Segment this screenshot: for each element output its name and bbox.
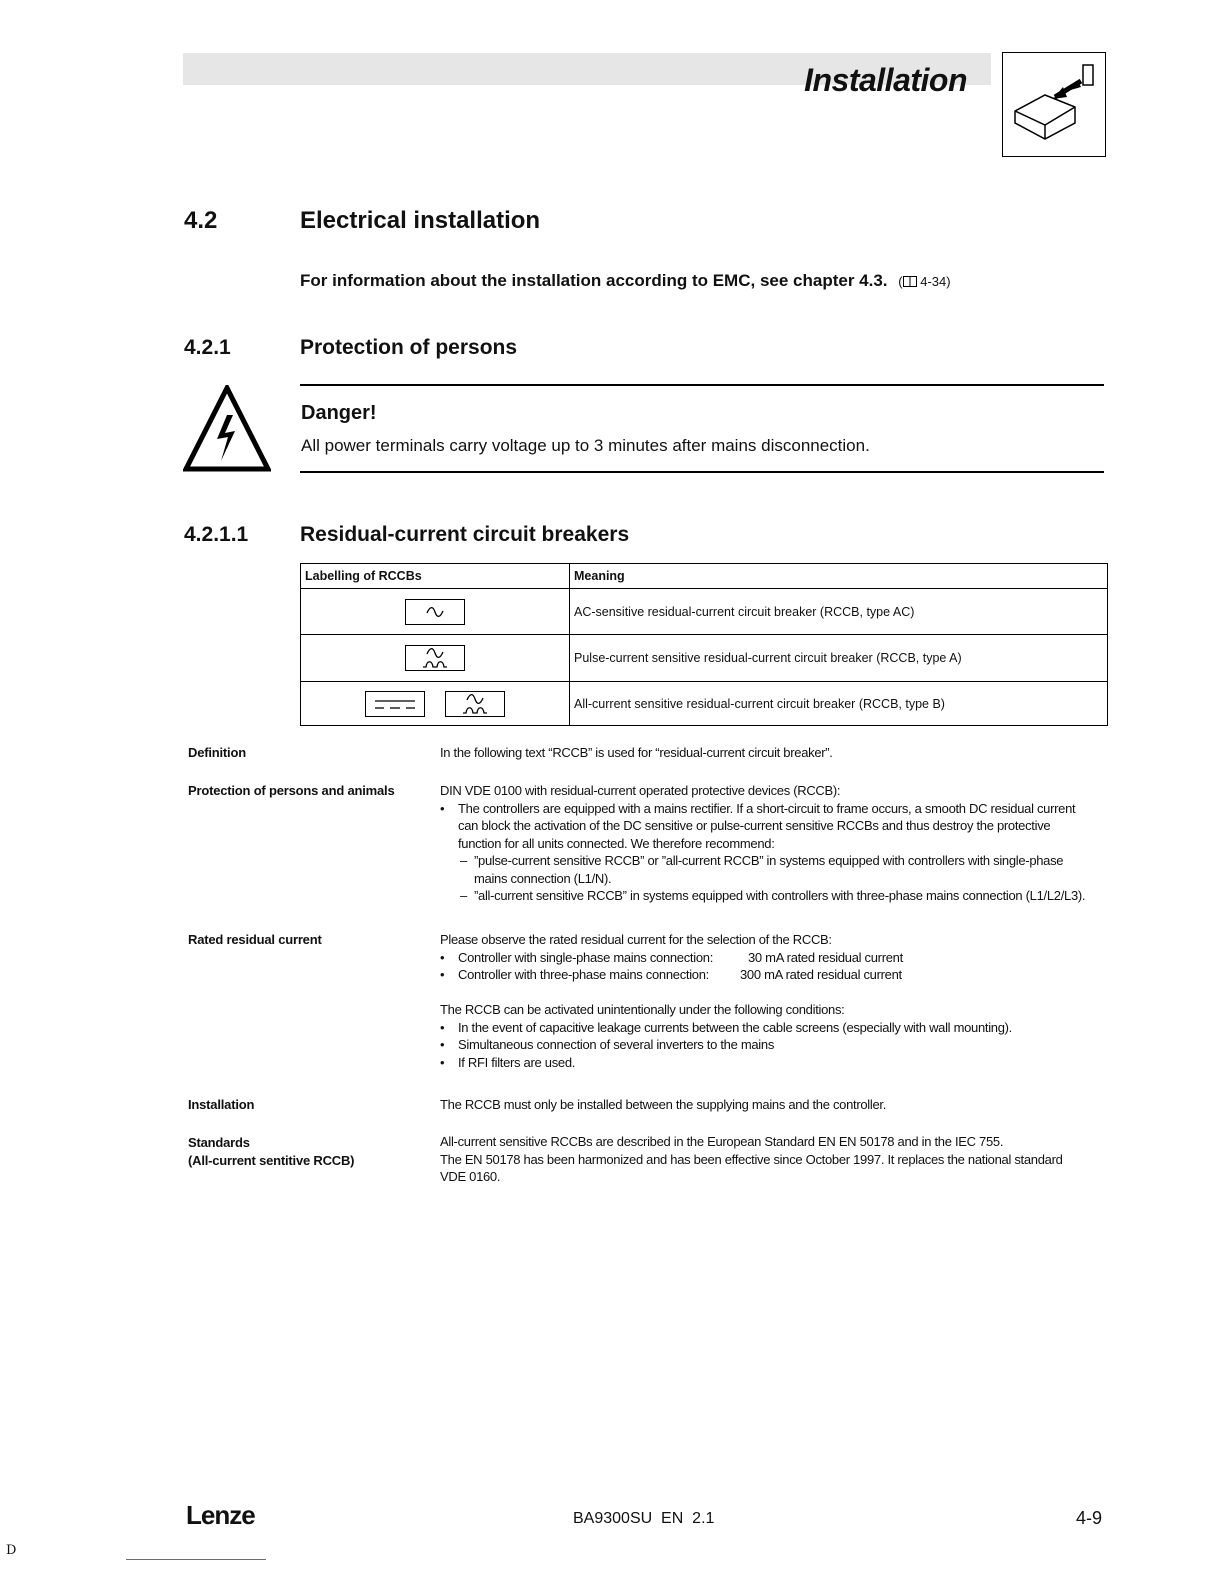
lenze-logo: Lenze	[186, 1500, 255, 1530]
table-header: Meaning	[570, 564, 1108, 589]
rccb-table	[300, 563, 1108, 726]
ac-symbol-icon	[405, 599, 465, 625]
list-item: • Simultaneous connection of several inverters to the mains	[440, 1036, 1012, 1054]
pulse-symbol-icon	[445, 691, 505, 717]
standards-label-line: Standards	[188, 1135, 250, 1150]
list-item-continuation: can block the activation of the DC sensitive or pulse-current sensitive RCCBs and thus destroy the protective	[458, 818, 1051, 833]
subsubsection-title: Residual-current circuit breakers	[300, 523, 630, 546]
footer-link-line	[126, 1559, 266, 1560]
dc-symbol-icon	[365, 691, 425, 717]
rccb-symbol-cell	[301, 589, 570, 635]
rated-intro: Please observe the rated residual current for the selection of the RCCB:	[440, 932, 832, 947]
subsubsection-number: 4.2.1.1	[184, 523, 249, 546]
rccb-meaning: AC-sensitive residual-current circuit breaker (RCCB, type AC)	[570, 589, 1108, 635]
rated-text	[440, 931, 1012, 1071]
high-voltage-warning-icon	[183, 385, 271, 478]
conditions-intro: The RCCB can be activated unintentionally under the following conditions:	[440, 1002, 845, 1017]
standards-label	[188, 1134, 354, 1170]
rccb-meaning: All-current sensitive residual-current circuit breaker (RCCB, type B)	[570, 682, 1108, 726]
rccb-symbol-cell	[301, 682, 570, 726]
list-item	[440, 966, 1012, 984]
emc-note-text: For information about the installation according to EMC, see chapter 4.3.	[300, 271, 888, 290]
protection-label: Protection of persons and animals	[188, 783, 395, 798]
page-number: 4-9	[1076, 1508, 1103, 1528]
subsection-title: Protection of persons	[300, 336, 518, 359]
corner-mark: D	[6, 1543, 17, 1558]
protection-intro: DIN VDE 0100 with residual-current operated protective devices (RCCB):	[440, 783, 841, 798]
emc-reference[interactable]: ( 4-34)	[898, 274, 951, 289]
installation-label: Installation	[188, 1097, 255, 1112]
danger-bottom-rule	[300, 471, 1104, 473]
dash-item: – ”all-current sensitive RCCB” in systems equipped with controllers with three-phase mains connection (L1/L2/L3).	[440, 887, 1085, 905]
installation-text: The RCCB must only be installed between the supplying mains and the controller.	[440, 1097, 887, 1112]
standards-text	[440, 1133, 1063, 1186]
rated-condition: Controller with three-phase mains connection:	[458, 967, 709, 982]
dash-item-continuation: mains connection (L1/N).	[474, 870, 612, 886]
list-item	[440, 949, 1012, 967]
definition-label: Definition	[188, 745, 246, 760]
protection-text	[440, 782, 1085, 905]
table-header: Labelling of RCCBs	[301, 564, 570, 589]
list-item: • If RFI filters are used.	[440, 1054, 1012, 1072]
pulse-symbol-icon	[405, 645, 465, 671]
standards-line: VDE 0160.	[440, 1169, 501, 1184]
danger-text: All power terminals carry voltage up to 3 minutes after mains disconnection.	[301, 436, 870, 455]
list-item: • The controllers are equipped with a mains rectifier. If a short-circuit to frame occurs, a smooth DC residual current	[440, 800, 1085, 818]
rated-value: 30 mA rated residual current	[748, 949, 903, 965]
standards-line: The EN 50178 has been harmonized and has been effective since October 1997. It replaces the national standard	[440, 1151, 1063, 1167]
rated-label: Rated residual current	[188, 932, 322, 947]
document-id: BA9300SU EN 2.1	[573, 1510, 715, 1527]
section-title: Electrical installation	[300, 207, 541, 234]
emc-reference-page: 4-34)	[920, 274, 951, 289]
rccb-symbol-cell	[301, 635, 570, 682]
list-item: • In the event of capacitive leakage currents between the cable screens (especially with wall mounting).	[440, 1019, 1012, 1037]
section-number: 4.2	[184, 207, 218, 234]
danger-title: Danger!	[301, 402, 377, 424]
definition-text: In the following text “RCCB” is used for “residual-current circuit breaker”.	[440, 745, 833, 760]
table-header-row	[301, 564, 1108, 589]
subsection-number: 4.2.1	[184, 336, 231, 359]
rccb-meaning: Pulse-current sensitive residual-current circuit breaker (RCCB, type A)	[570, 635, 1108, 682]
table-row	[301, 682, 1108, 726]
emc-note	[300, 271, 951, 291]
standards-line: All-current sensitive RCCBs are described in the European Standard EN EN 50178 and in the IEC 755.	[440, 1134, 1004, 1149]
book-icon	[903, 276, 917, 287]
standards-label-line: (All-current sentitive RCCB)	[188, 1153, 355, 1168]
rated-value: 300 mA rated residual current	[740, 967, 902, 982]
chapter-title: Installation	[804, 62, 967, 98]
list-item-continuation: function for all units connected. We therefore recommend:	[458, 835, 775, 851]
table-row	[301, 589, 1108, 635]
dash-item: – ”pulse-current sensitive RCCB” or ”all-current RCCB” in systems equipped with controllers with single-phase	[440, 852, 1085, 870]
rated-condition: Controller with single-phase mains connection:	[458, 949, 714, 965]
install-device-icon	[1002, 52, 1106, 157]
danger-top-rule	[300, 384, 1104, 386]
table-row	[301, 635, 1108, 682]
